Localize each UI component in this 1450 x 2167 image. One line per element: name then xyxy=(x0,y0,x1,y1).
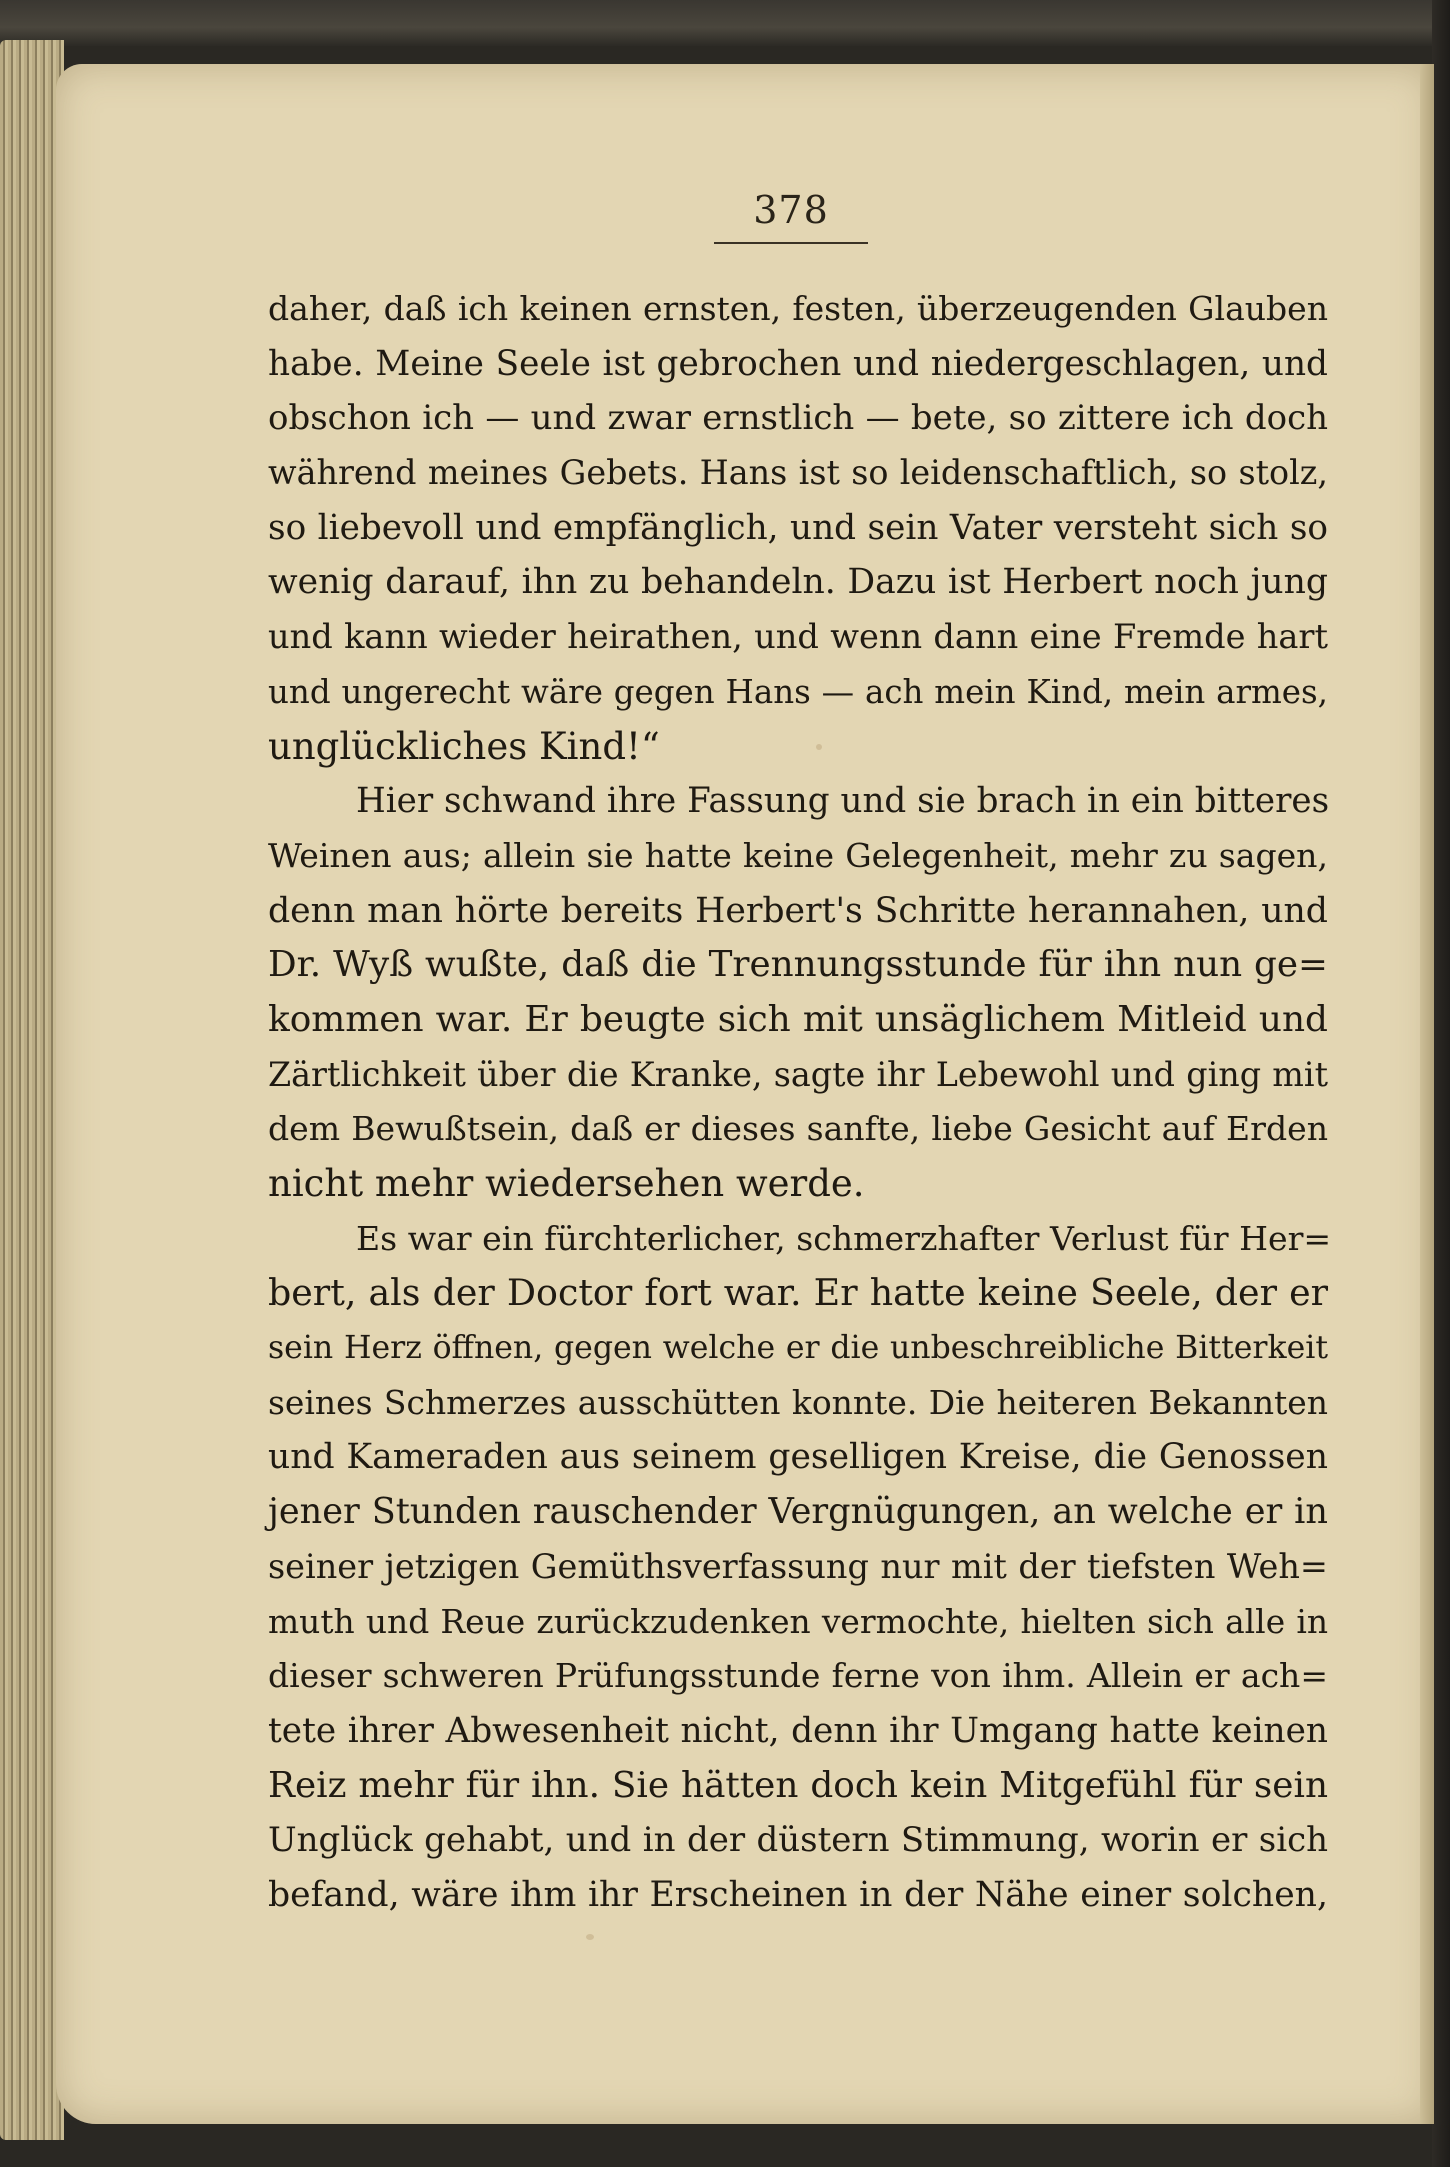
text-line: während meines Gebets. Hans ist so leidenschaftlich, so stolz, xyxy=(268,453,1328,493)
book-cover-top xyxy=(0,0,1450,46)
book-cover-right xyxy=(1432,0,1450,2167)
text-line: unglückliches Kind!“ xyxy=(268,724,660,768)
text-line: Es war ein fürchterlicher, schmerzhafter Verlust für Her= xyxy=(356,1218,1332,1258)
text-line: Hier schwand ihre Fassung und sie brach in ein bitteres xyxy=(356,781,1330,822)
text-line: und ungerecht wäre gegen Hans — ach mein Kind, mein armes, xyxy=(268,672,1328,711)
page-right-edge xyxy=(1420,64,1434,2124)
text-line: tete ihrer Abwesenheit nicht, denn ihr Umgang hatte keinen xyxy=(268,1710,1328,1751)
page-edges xyxy=(0,40,64,2140)
text-line: Weinen aus; allein sie hatte keine Gelegenheit, mehr zu sagen, xyxy=(268,835,1328,875)
text-line: so liebevoll und empfänglich, und sein Vater versteht sich so xyxy=(268,507,1328,548)
text-line: und Kameraden aus seinem geselligen Kreise, die Genossen xyxy=(268,1437,1328,1478)
text-line: Dr. Wyß wußte, daß die Trennungsstunde für ihn nun ge= xyxy=(268,944,1328,986)
paper-stain xyxy=(586,1934,594,1940)
text-line: dieser schweren Prüfungsstunde ferne von ihm. Allein er ach= xyxy=(268,1656,1328,1696)
text-line: nicht mehr wiedersehen werde. xyxy=(268,1162,865,1205)
text-line: habe. Meine Seele ist gebrochen und niedergeschlagen, und xyxy=(268,343,1328,384)
page-number: 378 xyxy=(753,188,829,232)
body-text xyxy=(268,282,1332,1923)
text-line: obschon ich — und zwar ernstlich — bete, so zittere ich doch xyxy=(268,398,1328,439)
text-line: wenig darauf, ihn zu behandeln. Dazu ist Herbert noch jung xyxy=(268,562,1328,603)
text-line: sein Herz öffnen, gegen welche er die unbeschreibliche Bitterkeit xyxy=(268,1330,1328,1367)
text-line: seines Schmerzes ausschütten konnte. Die heiteren Bekannten xyxy=(268,1382,1328,1422)
page-number-rule xyxy=(714,242,868,244)
text-line: kommen war. Er beugte sich mit unsäglichem Mitleid und xyxy=(268,998,1328,1040)
text-line: Zärtlichkeit über die Kranke, sagte ihr Lebewohl und ging mit xyxy=(268,1054,1328,1094)
text-line: daher, daß ich keinen ernsten, festen, überzeugenden Glauben xyxy=(268,289,1328,328)
text-line: seiner jetzigen Gemüthsverfassung nur mit der tiefsten Weh= xyxy=(268,1546,1328,1586)
text-line: und kann wieder heirathen, und wenn dann eine Fremde hart xyxy=(268,617,1328,657)
text-line: dem Bewußtsein, daß er dieses sanfte, liebe Gesicht auf Erden xyxy=(268,1109,1328,1149)
text-line: befand, wäre ihm ihr Erscheinen in der Nähe einer solchen, xyxy=(268,1874,1328,1915)
text-line: muth und Reue zurückzudenken vermochte, hielten sich alle in xyxy=(268,1601,1328,1641)
text-line: Unglück gehabt, und in der düstern Stimmung, worin er sich xyxy=(268,1820,1328,1861)
text-line: denn man hörte bereits Herbert's Schritte herannahen, und xyxy=(268,890,1328,931)
text-line: jener Stunden rauschender Vergnügungen, an welche er in xyxy=(268,1491,1328,1533)
text-line: bert, als der Doctor fort war. Er hatte keine Seele, der er xyxy=(268,1271,1328,1315)
text-line: Reiz mehr für ihn. Sie hätten doch kein Mitgefühl für sein xyxy=(268,1764,1328,1806)
